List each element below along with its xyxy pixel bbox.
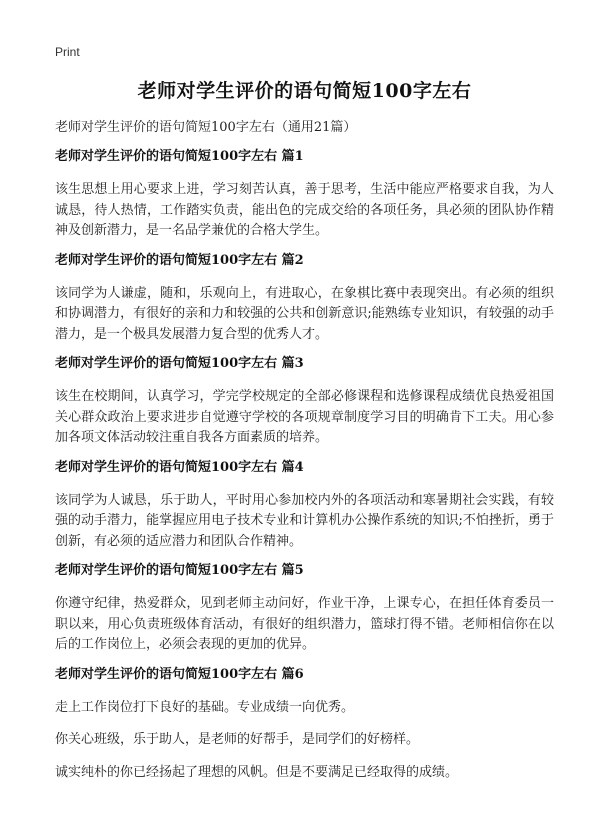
section-4	[55, 458, 554, 553]
section-heading: 老师对学生评价的语句简短100字左右 篇6	[55, 666, 304, 682]
section-paragraph: 你遵守纪律，热爱群众，见到老师主动问好，作业干净，上课专心，在担任体育委员一职以来，用心负责班级体育活动，有很好的组织潜力，篮球打得不错。老师相信你在以后的工作岗位上，必须会表现的更加的优异。	[55, 596, 554, 652]
section-1	[55, 147, 554, 242]
section-5	[55, 561, 554, 656]
section-heading: 老师对学生评价的语句简短100字左右 篇5	[55, 563, 304, 578]
section-heading: 老师对学生评价的语句简短100字左右 篇1	[55, 149, 304, 164]
section-paragraph: 该生思想上用心要求上进，学习刻苦认真，善于思考，生活中能应严格要求自我，为人诚恳，待人热情，工作踏实负责，能出色的完成交给的各项任务，具必须的团队协作精神及创新潜力，是一名品学兼优的合格大学生。	[55, 182, 554, 238]
print-link[interactable]: Print	[55, 45, 80, 59]
section-paragraph: 该同学为人诚恳，乐于助人，平时用心参加校内外的各项活动和寒暑期社会实践，有较强的动手潜力，能掌握应用电子技术专业和计算机办公操作系统的知识;不怕挫折，勇于创新，有必须的适应潜力和团队合作精神。	[55, 492, 554, 549]
section-2	[55, 251, 554, 346]
section-paragraph: 你关心班级，乐于助人，是老师的好帮手，是同学们的好榜样。	[55, 732, 420, 747]
section-6	[55, 665, 554, 784]
section-heading: 老师对学生评价的语句简短100字左右 篇4	[55, 459, 304, 475]
section-paragraph: 该生在校期间，认真学习，学完学校规定的全部必修课程和选修课程成绩优良热爱祖国关心群众政治上要求进步自觉遵守学校的各项规章制度学习目的明确肯下工夫。用心参加各项文体活动较注重自我各方面素质的培养。	[55, 389, 554, 445]
page-title: 老师对学生评价的语句简短100字左右	[137, 80, 472, 102]
section-heading: 老师对学生评价的语句简短100字左右 篇2	[55, 252, 304, 268]
section-paragraph: 该同学为人谦虚，随和，乐观向上，有进取心，在象棋比赛中表现突出。有必须的组织和协调潜力，有很好的亲和力和较强的公共和创新意识;能熟练专业知识，有较强的动手潜力，是一个极具发展潜力复合型的优秀人才。	[55, 285, 554, 342]
document-subtitle: 老师对学生评价的语句简短100字左右（通用21篇）	[55, 120, 357, 135]
section-paragraph: 走上工作岗位打下良好的基础。专业成绩一向优秀。	[55, 699, 355, 715]
section-3	[55, 354, 554, 449]
section-paragraph: 诚实纯朴的你已经扬起了理想的风帆。但是不要满足已经取得的成绩。	[55, 764, 459, 780]
section-heading: 老师对学生评价的语句简短100字左右 篇3	[55, 356, 304, 371]
